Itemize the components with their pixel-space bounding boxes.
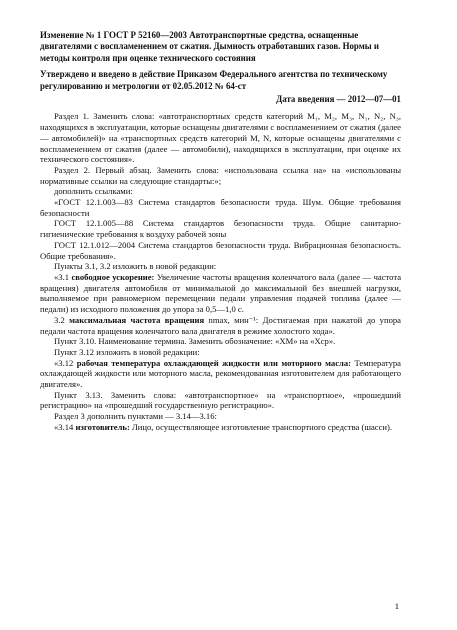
page-number: 1 xyxy=(394,601,399,611)
paragraph-term-3-12 xyxy=(40,358,401,390)
term-definition: Температура охлаждающей жидкости или моторного масла, рекомендованная изготовителем для работающего двигателя». xyxy=(40,357,401,390)
paragraph-section-1: Раздел 1. Заменить слова: «автотранспортных средств категорий M₁, M₂, M₃, N₁, N₂, N₃, находящихся в эксплуатации, которые оснащены двигателями с воспламенением от сжатия (далее — автомобилей)» на «транспортных средств категорий M, N, которые оснащены двигателями с воспламенением от сжатия (далее — автомобили), находящихся в эксплуатации, при оценке их технического состояния». xyxy=(40,111,401,165)
term-name: свободное ускорение: xyxy=(71,271,155,282)
term-prefix: «3.12 xyxy=(54,357,77,368)
paragraph-gost-12-1-005: ГОСТ 12.1.005—88 Система стандартов безопасности труда. Общие санитарно-гигиенические требования к воздуху рабочей зоны xyxy=(40,218,401,240)
term-prefix: 3.2 xyxy=(54,314,70,325)
paragraph-gost-12-1-003: «ГОСТ 12.1.003—83 Система стандартов безопасности труда. Шум. Общие требования безопасности xyxy=(40,197,401,218)
term-prefix: «3.14 xyxy=(54,421,76,432)
term-definition: Лицо, осуществляющее изготовление транспортного средства (шасси). xyxy=(129,421,393,432)
amendment-title: Изменение № 1 ГОСТ Р 52160—2003 Автотранспортные средства, оснащенные двигателями с воспламенением от сжатия. Дымность отработавших газов. Нормы и методы контроля при оценке технического состояния xyxy=(40,30,380,63)
term-name: рабочая температура охлаждающей жидкости или моторного масла: xyxy=(76,357,352,368)
paragraph-term-3-14 xyxy=(40,422,401,433)
paragraph-item-3-12: Пункт 3.12 изложить в новой редакции: xyxy=(54,346,200,357)
paragraph-add-references: дополнить ссылками: xyxy=(54,186,133,197)
paragraph-section-3-add: Раздел 3 дополнить пунктами — 3.14—3.16: xyxy=(54,411,217,422)
effective-date: Дата введения — 2012—07—01 xyxy=(276,94,401,105)
paragraph-items-3-1-3-2: Пункты 3.1, 3.2 изложить в новой редакции: xyxy=(54,261,217,272)
document-body xyxy=(40,111,401,432)
term-name: изготовитель: xyxy=(75,421,130,432)
approval-statement: Утверждено и введено в действие Приказом Федерального агентства по техническому регулированию и метрологии от 02.05.2012 № 64-ст xyxy=(40,69,388,91)
paragraph-term-3-1 xyxy=(40,272,401,315)
paragraph-term-3-2 xyxy=(40,315,401,336)
term-name: максимальная частота вращения xyxy=(69,314,205,325)
term-definition: Увеличение частоты вращения коленчатого вала (далее — частота вращения) двигателя автомобиля от минимальной до максимальной без внешней нагрузки, выполняемое при равномерном перемещении педали управления подачей топлива (далее — педали) из исходного положения до упора за 0,5—1,0 с. xyxy=(40,271,402,315)
term-definition: nmax, мин⁻¹: Достигаемая при нажатой до упора педали частота вращения коленчатого вала двигателя в режиме холостого хода». xyxy=(40,314,401,336)
term-prefix: «3.1 xyxy=(54,271,72,282)
paragraph-item-3-10: Пункт 3.10. Наименование термина. Заменить обозначение: «XM» на «Xср». xyxy=(54,336,336,347)
paragraph-section-2: Раздел 2. Первый абзац. Заменить слова: «использована ссылка на» на «использованы нормативные ссылки на следующие стандарты:»; xyxy=(40,164,401,186)
paragraph-item-3-13: Пункт 3.13. Заменить слова: «автотранспортное» на «транспортное», «прошедший регистрацию» на «прошедший государственную регистрацию». xyxy=(40,389,401,411)
paragraph-gost-12-1-012: ГОСТ 12.1.012—2004 Система стандартов безопасности труда. Вибрационная безопасность. Общие требования». xyxy=(40,239,401,261)
